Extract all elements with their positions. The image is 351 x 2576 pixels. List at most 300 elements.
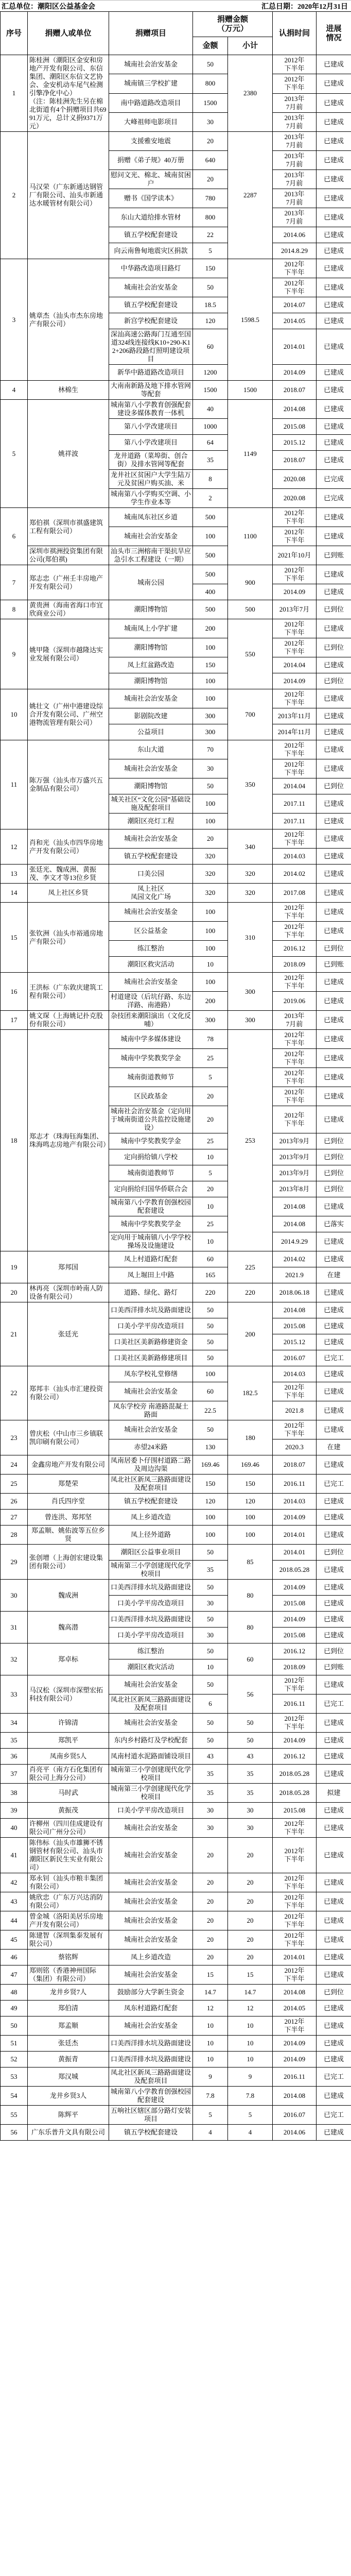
pledge-date: 2015.08: [273, 419, 317, 435]
progress-status: 已建成: [317, 1197, 351, 1216]
progress-status: 已建成: [317, 619, 351, 638]
row-number: 22: [1, 1366, 28, 1420]
amount: 5: [193, 1165, 228, 1181]
row-number: 55: [1, 2106, 28, 2125]
progress-status: 已建成: [317, 508, 351, 527]
pledge-date: 2021.8: [273, 1401, 317, 1420]
project-name: 城南中学奖教奖学金: [109, 1216, 193, 1232]
table-row: [1, 2016, 351, 2036]
amount: 20: [193, 170, 228, 189]
project-name: 凤上社区 凤园文化广场: [109, 884, 193, 903]
project-name: 城南第三小学创建现代化学校项目: [109, 1561, 193, 1580]
amount: 100: [193, 973, 228, 992]
row-number: 17: [1, 1011, 28, 1030]
subtotal: 10: [228, 2036, 273, 2052]
pledge-date: 2014.08: [273, 1216, 317, 1232]
pledge-date: 2014.03: [273, 1494, 317, 1510]
table-row: [1, 865, 351, 884]
table-row: [1, 381, 351, 400]
amount: 150: [193, 657, 228, 673]
project-name: 向云南鲁甸地震灾区捐款: [109, 243, 193, 259]
row-number: 19: [1, 1251, 28, 1283]
amount: 800: [193, 74, 228, 93]
table-row: [1, 740, 351, 759]
progress-status: 已建成: [317, 1838, 351, 1873]
pledge-date: 2014.07: [273, 297, 317, 313]
progress-status: 已建成: [317, 151, 351, 170]
table-row: [1, 1526, 351, 1545]
progress-status: 已建成: [317, 132, 351, 151]
subtotal: 50: [228, 1733, 273, 1749]
subtotal: 253: [228, 1030, 273, 1251]
project-name: 捐赠《弟子规》40万册: [109, 151, 193, 170]
project-name: 练江整治: [109, 941, 193, 957]
project-name: 五响社区辖区部分路灯安装项目: [109, 2106, 193, 2125]
donor-name: 马汉松（深圳市深塑宏拓科技有限公司）: [28, 1675, 109, 1714]
row-number: 28: [1, 1526, 28, 1545]
amount: 35: [193, 1561, 228, 1580]
amount: 169.46: [193, 1455, 228, 1475]
amount: 50: [193, 1714, 228, 1733]
row-number: 21: [1, 1302, 28, 1366]
amount: 5: [193, 243, 228, 259]
table-row: [1, 1965, 351, 1985]
row-number: 41: [1, 1838, 28, 1873]
project-name: 城南第八小学购买空调、小学生作业本等: [109, 489, 193, 508]
pledge-date: 2013年8月: [273, 1181, 317, 1197]
subtotal: 14.7: [228, 1985, 273, 2001]
pledge-date: 2012年 下半年: [273, 1838, 317, 1873]
row-number: 39: [1, 1803, 28, 1819]
progress-status: 已到位: [317, 1643, 351, 1659]
project-name: 城南凤上小学扩建: [109, 619, 193, 638]
donor-name: 王洪标（广东敦庆建筑工程有限公司）: [28, 973, 109, 1011]
progress-status: 已建成: [317, 2087, 351, 2106]
pledge-date: 2013年11月: [273, 708, 317, 724]
pledge-date: 2014.08: [273, 2087, 317, 2106]
progress-status: 已建成: [317, 435, 351, 451]
pledge-date: 2012年 下半年: [273, 638, 317, 657]
donor-name: 姚欣忠（广东万兴达消防有限公司）: [28, 1892, 109, 1911]
project-name: 潮阳区亮灯工程: [109, 814, 193, 829]
project-name: 镇五学校配套建设: [109, 227, 193, 243]
project-name: 城南镇三学校扩建: [109, 74, 193, 93]
amount: 50: [193, 1302, 228, 1318]
pledge-date: 2012年 下半年: [273, 1930, 317, 1950]
amount: 200: [193, 619, 228, 638]
pledge-date: 2016.12: [273, 941, 317, 957]
row-number: 24: [1, 1455, 28, 1475]
subtotal: 30: [228, 1819, 273, 1838]
row-number: 16: [1, 973, 28, 1011]
subtotal: 12: [228, 2001, 273, 2016]
project-name: 城南社会治安基金: [109, 1965, 193, 1985]
pledge-date: 2014.08: [273, 1302, 317, 1318]
project-name: 城南社会治安基金: [109, 2016, 193, 2036]
amount: 100: [193, 1366, 228, 1382]
row-number: 29: [1, 1545, 28, 1580]
project-name: 凤上径外道路: [109, 1526, 193, 1545]
row-number: 36: [1, 1749, 28, 1765]
row-number: 51: [1, 2036, 28, 2052]
pledge-date: 2018.09: [273, 957, 317, 973]
progress-status: 已建成: [317, 1930, 351, 1950]
amount: 50: [193, 1318, 228, 1334]
progress-status: 已建成: [317, 1510, 351, 1526]
progress-status: 已建成: [317, 1765, 351, 1784]
pledge-date: 2014.08: [273, 400, 317, 419]
table-row: [1, 1612, 351, 1628]
pledge-date: 2013年7月: [273, 600, 317, 619]
donor-name: 陈建智（深圳集泰发展有限公司）: [28, 1930, 109, 1950]
amount: 30: [193, 112, 228, 131]
row-number: 45: [1, 1930, 28, 1950]
project-name: 口美公园: [109, 865, 193, 884]
project-name: 城南第三小学创建现代化学校项目: [109, 1765, 193, 1784]
pledge-date: 2016.11: [273, 1694, 317, 1714]
row-number: 2: [1, 132, 28, 259]
row-number: 35: [1, 1733, 28, 1749]
pledge-date: 2012年 下半年: [273, 903, 317, 922]
amount: 60: [193, 1382, 228, 1401]
row-number: 3: [1, 259, 28, 381]
amount: 640: [193, 151, 228, 170]
subtotal: 300: [228, 1011, 273, 1030]
donor-name: 郑伯祺（深圳市祺盛建筑工程有限公司）: [28, 508, 109, 546]
project-name: 镇五学校配套建设: [109, 849, 193, 865]
table-row: [1, 2052, 351, 2067]
project-name: 公益项目: [109, 724, 193, 740]
row-number: 6: [1, 508, 28, 565]
amount: 20: [193, 1911, 228, 1930]
table-row: [1, 689, 351, 708]
table-row: [1, 1892, 351, 1911]
project-name: 潮阳博物馆: [109, 778, 193, 794]
donor-name: 陈伟标（汕头市雄狮不锈钢管材有限公司、汕头市潮阳区新民生实业有限公司）: [28, 1838, 109, 1873]
pledge-date: 2012年 下半年: [273, 1049, 317, 1068]
subtotal: 4: [228, 2125, 273, 2141]
amount: 220: [193, 1283, 228, 1302]
amount: 10: [193, 2052, 228, 2067]
pledge-date: 2014.04: [273, 657, 317, 673]
pledge-date: 2017.11: [273, 814, 317, 829]
pledge-date: 2015.12: [273, 1334, 317, 1350]
project-name: 口美西洋排水坑及路面建设: [109, 2036, 193, 2052]
pledge-date: 2014.09: [273, 1612, 317, 1628]
progress-status: 已完工: [317, 1475, 351, 1494]
amount: 22.5: [193, 1401, 228, 1420]
pledge-date: 2014.05: [273, 313, 317, 329]
pledge-date: 2013年 7月前: [273, 189, 317, 208]
col-header-subtotal: 小计: [228, 37, 273, 55]
donor-name: 郑邦国: [28, 1251, 109, 1283]
progress-status: 已建成: [317, 243, 351, 259]
subtotal: 10: [228, 2052, 273, 2067]
table-row: [1, 1251, 351, 1267]
subtotal: 300: [228, 973, 273, 1011]
donor-name: 肖亮平（南方石化集团有限公司上海分公司）: [28, 1765, 109, 1784]
donor-name: 肖氏四序堂: [28, 1494, 109, 1510]
pledge-date: 2012年 下半年: [273, 1382, 317, 1401]
progress-status: 已建成: [317, 814, 351, 829]
amount: 320: [193, 849, 228, 865]
amount: 35: [193, 1784, 228, 1803]
pledge-date: 2013年9月: [273, 1149, 317, 1165]
amount: 500: [193, 546, 228, 565]
subtotal: 50: [228, 1714, 273, 1733]
progress-status: 已建成: [317, 884, 351, 903]
project-name: 新宫学校配套建设: [109, 313, 193, 329]
amount: 10: [193, 957, 228, 973]
col-header-project: 捐赠项目: [109, 12, 193, 55]
project-name: 杂技团来潮阳演出（文化反哺）: [109, 1011, 193, 1030]
subtotal: 56: [228, 1675, 273, 1714]
pledge-date: 2013年 7月前: [273, 170, 317, 189]
pledge-date: 2021.9: [273, 1267, 317, 1283]
amount: 70: [193, 740, 228, 759]
progress-status: 已建成: [317, 1334, 351, 1350]
amount: 30: [193, 1628, 228, 1643]
amount: 1200: [193, 365, 228, 381]
project-name: 潮阳区公益事业项目: [109, 1545, 193, 1561]
donor-name: 金鑫房地产开发有限公司: [28, 1455, 109, 1475]
pledge-date: 2020.08: [273, 470, 317, 489]
table-row: [1, 2125, 351, 2141]
row-number: 25: [1, 1475, 28, 1494]
subtotal: 169.46: [228, 1455, 273, 1475]
col-header-status: 进展 情况: [317, 12, 351, 55]
subtotal: 550: [228, 619, 273, 689]
row-number: 56: [1, 2125, 28, 2141]
amount: 130: [193, 1439, 228, 1455]
table-row: [1, 400, 351, 419]
progress-status: 已到位: [317, 1545, 351, 1561]
donor-name: 郑伯清: [28, 2001, 109, 2016]
progress-status: 已建成: [317, 584, 351, 600]
row-number: 4: [1, 381, 28, 400]
project-name: 东内乡村路灯及学校配套: [109, 1733, 193, 1749]
subtotal: 15: [228, 1965, 273, 1985]
progress-status: 已建成: [317, 527, 351, 546]
project-name: 口美小学平房改造项目: [109, 1596, 193, 1612]
donor-name: 马汉荣（广东新通达钢管厂有限公司、汕头市新通达水暖管材有限公司）: [28, 132, 109, 259]
progress-status: 已建成: [317, 451, 351, 470]
donor-name: 陈桂洲（潮阳区金安和房地产开发有限公司、东信集团、潮阳区东信文艺协会、金安机动车尾气检测引擎净化中心） （注：陈桂洲先生另在棉北街道有4个捐赠项目共6991万元，总计义捐9371万元）: [28, 55, 109, 132]
donor-name: 陈辉平: [28, 2106, 109, 2125]
row-number: 49: [1, 2001, 28, 2016]
pledge-date: 2012年 下半年: [273, 565, 317, 584]
table-row: [1, 1420, 351, 1439]
progress-status: 已建成: [317, 2016, 351, 2036]
pledge-date: 2016.12: [273, 1749, 317, 1765]
amount: 4: [193, 2125, 228, 2141]
progress-status: 已建成: [317, 112, 351, 131]
project-name: 城南第八小学教育创强校园配套建设: [109, 2087, 193, 2106]
progress-status: 已建成: [317, 1011, 351, 1030]
table-row: [1, 1950, 351, 1965]
donor-name: 张廷光、魏成洲、黄振茂、李文才等13位乡贤: [28, 865, 109, 884]
amount: 1000: [193, 419, 228, 435]
progress-status: 已完工: [317, 2067, 351, 2087]
amount: 50: [193, 1420, 228, 1439]
subtotal: 340: [228, 829, 273, 865]
subtotal: 20: [228, 1892, 273, 1911]
donor-name: 姚文琛（上海姚记扑克股份有限公司）: [28, 1011, 109, 1030]
project-name: 中华路改造项目路灯: [109, 259, 193, 278]
pledge-date: 2019.06: [273, 992, 317, 1011]
donor-name: 肖和光（汕头市四华房地产开发有限公司）: [28, 829, 109, 865]
progress-status: 已到位: [317, 600, 351, 619]
amount: 100: [193, 1526, 228, 1545]
donor-name: 郑汉城: [28, 2067, 109, 2087]
row-number: 53: [1, 2067, 28, 2087]
pledge-date: 2014.09: [273, 1733, 317, 1749]
row-number: 26: [1, 1494, 28, 1510]
pledge-date: 2013年 7月前: [273, 93, 317, 112]
amount: 12: [193, 2001, 228, 2016]
donor-name: 曾庆松（中山市三乡镇联凯印刷有限公司）: [28, 1420, 109, 1455]
pledge-date: 2021年10月: [273, 546, 317, 565]
amount: 1500: [193, 381, 228, 400]
project-name: 大峰祖师电影项目: [109, 112, 193, 131]
project-name: 城南公园: [109, 565, 193, 600]
amount: 50: [193, 1334, 228, 1350]
donor-name: 郑卓标: [28, 1643, 109, 1675]
row-number: 1: [1, 55, 28, 132]
pledge-date: 2014.03: [273, 849, 317, 865]
row-number: 20: [1, 1283, 28, 1302]
amount: 20: [193, 1181, 228, 1197]
progress-status: 已完成: [317, 470, 351, 489]
progress-status: 已完工: [317, 1350, 351, 1366]
progress-status: 已建成: [317, 794, 351, 814]
project-name: 城南社会治安基金: [109, 973, 193, 992]
pledge-date: 2015.08: [273, 1318, 317, 1334]
progress-status: 已建成: [317, 1494, 351, 1510]
donor-name: 林再亮（深圳市岭南人防设备有限公司）: [28, 1283, 109, 1302]
amount: 30: [193, 1819, 228, 1838]
table-row: [1, 565, 351, 584]
progress-status: 已到位: [317, 1985, 351, 2001]
amount: 10: [193, 2016, 228, 2036]
table-row: [1, 2106, 351, 2125]
pledge-date: 2018.06.18: [273, 1283, 317, 1302]
project-name: 城南社会治安基金: [109, 1838, 193, 1873]
project-name: 影剧院改建: [109, 708, 193, 724]
amount: 400: [193, 584, 228, 600]
pledge-date: 2012年 下半年: [273, 619, 317, 638]
pledge-date: 2015.08: [273, 1596, 317, 1612]
amount: 150: [193, 259, 228, 278]
pledge-date: 2013年 7月前: [273, 112, 317, 131]
amount: 320: [193, 884, 228, 903]
pledge-date: 2012年 下半年: [273, 1030, 317, 1049]
pledge-date: 2014年11月: [273, 724, 317, 740]
row-number: 38: [1, 1784, 28, 1803]
amount: 500: [193, 600, 228, 619]
progress-status: 已建成: [317, 208, 351, 227]
amount: 20: [193, 1838, 228, 1873]
progress-status: 已建成: [317, 170, 351, 189]
summary-date: 汇总日期：2020年12月31日: [261, 3, 348, 11]
progress-status: 已完成: [317, 489, 351, 508]
progress-status: 已建成: [317, 1714, 351, 1733]
pledge-date: 2013年 7月前: [273, 151, 317, 170]
amount: 30: [193, 1596, 228, 1612]
progress-status: 已建成: [317, 1873, 351, 1892]
progress-status: 已建成: [317, 1819, 351, 1838]
amount: 60: [193, 329, 228, 365]
subtotal: 80: [228, 1612, 273, 1643]
progress-status: 已建成: [317, 365, 351, 381]
summary-unit: 汇总单位：潮阳区公益基金会: [2, 3, 95, 11]
subtotal: 7.8: [228, 2087, 273, 2106]
donor-name: 凤上社区乡贤: [28, 884, 109, 903]
project-name: 城南社会治安基金: [109, 1892, 193, 1911]
project-name: 潮阳博物馆: [109, 673, 193, 689]
subtotal: 60: [228, 1643, 273, 1675]
amount: 20: [193, 1930, 228, 1950]
amount: 8: [193, 470, 228, 489]
amount: 50: [193, 55, 228, 74]
project-name: 城南社会治安基金: [109, 1420, 193, 1439]
col-header-no: 序号: [1, 12, 28, 55]
amount: 1500: [193, 93, 228, 112]
subtotal: 320: [228, 884, 273, 903]
amount: 6: [193, 1694, 228, 1714]
progress-status: 已建成: [317, 1526, 351, 1545]
project-name: 东山大道: [109, 740, 193, 759]
pledge-date: 2012年 下半年: [273, 1965, 317, 1985]
subtotal: 500: [228, 600, 273, 619]
project-name: 口美小学平房改造项目: [109, 1318, 193, 1334]
project-name: 凤东学校礼堂修缮: [109, 1366, 193, 1382]
donor-name: 姚章杰（汕头市杰东房地产有限公司）: [28, 259, 109, 381]
progress-status: 已建成: [317, 381, 351, 400]
table-row: [1, 1580, 351, 1596]
project-name: 口美西洋排水坑及路面建设: [109, 1580, 193, 1596]
project-name: 城南中学多媒体建设: [109, 1030, 193, 1049]
donor-name: 张创增（上海创宏建设集团有限公司）: [28, 1545, 109, 1580]
donor-name: 凤南乡贤5人: [28, 1749, 109, 1765]
subtotal: 20: [228, 1838, 273, 1873]
pledge-date: 2014.09: [273, 1580, 317, 1596]
progress-status: 已建成: [317, 1068, 351, 1087]
progress-status: 已建成: [317, 1911, 351, 1930]
progress-status: 已建成: [317, 1733, 351, 1749]
progress-status: 已到位: [317, 673, 351, 689]
table-row: [1, 1494, 351, 1510]
row-number: 30: [1, 1580, 28, 1612]
pledge-date: 2012年 下半年: [273, 740, 317, 759]
amount: 50: [193, 1350, 228, 1366]
progress-status: 已建成: [317, 419, 351, 435]
progress-status: 已到位: [317, 1149, 351, 1165]
row-number: 42: [1, 1873, 28, 1892]
row-number: 14: [1, 884, 28, 903]
progress-status: 已建成: [317, 1950, 351, 1965]
pledge-date: 2012年 下半年: [273, 1675, 317, 1694]
table-row: [1, 903, 351, 922]
subtotal: 20: [228, 1950, 273, 1965]
pledge-date: 2012年 下半年: [273, 1420, 317, 1439]
project-name: 城南社会治安基金（定向用于城南街道公共监控设施建设）: [109, 1106, 193, 1133]
pledge-date: 2014.05: [273, 2001, 317, 2016]
project-name: 城南社会治安基金: [109, 759, 193, 778]
amount: 800: [193, 208, 228, 227]
donor-name: 郑孟顺: [28, 2016, 109, 2036]
table-row: [1, 2001, 351, 2016]
